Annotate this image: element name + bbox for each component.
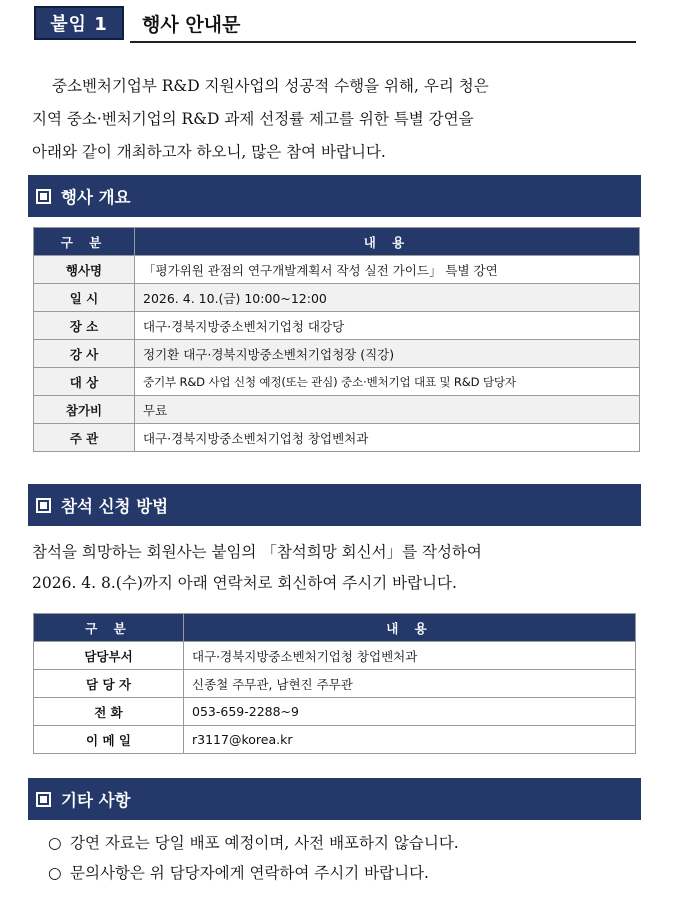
column-header: 내 용 (135, 228, 640, 256)
row-label: 담당부서 (34, 642, 184, 670)
intro-line: 중소벤처기업부 R&D 지원사업의 성공적 수행을 위해, 우리 청은 (52, 77, 489, 95)
row-label: 대 상 (34, 368, 135, 396)
table-header-row (34, 228, 640, 256)
contact-table (33, 613, 636, 754)
row-value: 대구·경북지방중소벤처기업청 창업벤처과 (184, 642, 636, 670)
section-header-registration (28, 484, 641, 526)
section-header-event-overview (28, 175, 641, 217)
square-bullet-icon (36, 189, 51, 204)
table-row (34, 340, 640, 368)
page-title: 행사 안내문 (142, 14, 241, 36)
table-row (34, 698, 636, 726)
section-title: 행사 개요 (61, 188, 131, 207)
table-row (34, 424, 640, 452)
row-value: 중기부 R&D 사업 신청 예정(또는 관심) 중소·벤처기업 대표 및 R&D 담당자 (135, 368, 640, 396)
table-row (34, 670, 636, 698)
column-header: 구 분 (34, 228, 135, 256)
table-row (34, 726, 636, 754)
row-value: 053-659-2288~9 (184, 698, 636, 726)
table-row (34, 312, 640, 340)
table-row (34, 284, 640, 312)
circle-bullet-icon: ○ (48, 834, 62, 852)
row-value: 2026. 4. 10.(금) 10:00~12:00 (135, 284, 640, 312)
row-value: 신종철 주무관, 남현진 주무관 (184, 670, 636, 698)
row-label: 참가비 (34, 396, 135, 424)
row-label: 행사명 (34, 256, 135, 284)
row-value: r3117@korea.kr (184, 726, 636, 754)
row-value: 대구·경북지방중소벤처기업청 창업벤처과 (135, 424, 640, 452)
table-row (34, 368, 640, 396)
registration-paragraph (32, 537, 482, 599)
table-row (34, 396, 640, 424)
list-item (48, 858, 459, 888)
row-label: 주 관 (34, 424, 135, 452)
section-title: 기타 사항 (61, 791, 131, 810)
table-row (34, 256, 640, 284)
square-bullet-icon (36, 792, 51, 807)
other-items-list (48, 828, 459, 888)
row-label: 이 메 일 (34, 726, 184, 754)
intro-line: 아래와 같이 개최하고자 하오니, 많은 참여 바랍니다. (32, 143, 386, 161)
registration-line: 2026. 4. 8.(수)까지 아래 연락처로 회신하여 주시기 바랍니다. (32, 574, 457, 592)
registration-line: 참석을 희망하는 회원사는 붙임의 「참석희망 회신서」를 작성하여 (32, 543, 482, 561)
intro-line: 지역 중소·벤처기업의 R&D 과제 선정률 제고를 위한 특별 강연을 (32, 110, 474, 128)
section-header-other (28, 778, 641, 820)
table-header-row (34, 614, 636, 642)
section-title: 참석 신청 방법 (61, 497, 169, 516)
row-label: 전 화 (34, 698, 184, 726)
title-underline (130, 41, 636, 43)
row-label: 담 당 자 (34, 670, 184, 698)
circle-bullet-icon: ○ (48, 864, 62, 882)
list-item-text: 문의사항은 위 담당자에게 연락하여 주시기 바랍니다. (70, 864, 429, 882)
row-value: 정기환 대구·경북지방중소벤처기업청장 (직강) (135, 340, 640, 368)
event-overview-table (33, 227, 640, 452)
row-value: 무료 (135, 396, 640, 424)
intro-paragraph (32, 70, 617, 169)
column-header: 구 분 (34, 614, 184, 642)
row-label: 장 소 (34, 312, 135, 340)
table-row (34, 642, 636, 670)
row-label: 일 시 (34, 284, 135, 312)
attachment-tag: 붙임 1 (34, 6, 124, 40)
row-value: 「평가위원 관점의 연구개발계획서 작성 실전 가이드」 특별 강연 (135, 256, 640, 284)
row-label: 강 사 (34, 340, 135, 368)
list-item (48, 828, 459, 858)
column-header: 내 용 (184, 614, 636, 642)
row-value: 대구·경북지방중소벤처기업청 대강당 (135, 312, 640, 340)
list-item-text: 강연 자료는 당일 배포 예정이며, 사전 배포하지 않습니다. (70, 834, 459, 852)
square-bullet-icon (36, 498, 51, 513)
